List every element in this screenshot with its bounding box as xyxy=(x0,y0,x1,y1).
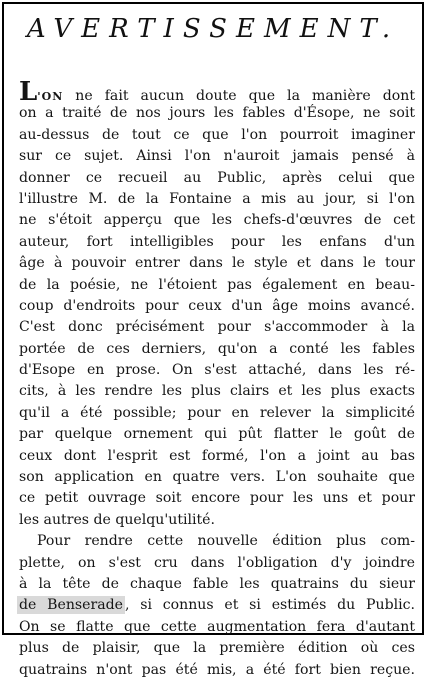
highlighted-name: de Benserade xyxy=(19,597,123,614)
text-line: ne s'étoit apperçu que les chefs-d'œuvres de cet xyxy=(19,212,415,229)
line-text: , si connus et si estimés du Public. xyxy=(125,597,415,614)
text-line: auteur, fort intelligibles pour les enfans d'un xyxy=(19,233,415,250)
text-line: quatrains n'ont pas été mis, a été fort bien reçue. xyxy=(19,661,415,678)
text-line: Pour rendre cette nouvelle édition plus com- xyxy=(37,533,415,550)
text-line: cits, à les rendre les plus clairs et les plus exacts xyxy=(19,383,415,400)
body-text xyxy=(19,77,415,681)
text-line: sur ce sujet. Ainsi l'on n'auroit jamais pensé à xyxy=(19,148,415,165)
text-line: plus de plaisir, que la première édition où ces xyxy=(19,640,415,657)
drop-cap: L xyxy=(19,77,38,107)
document-page xyxy=(2,2,424,678)
text-line: C'est donc précisément pour s'accommoder à la xyxy=(19,319,415,336)
text-line: à la tête de chaque fable les quatrains du sieur xyxy=(19,575,415,592)
text-line: de la poésie, ne l'étoient pas également en beau- xyxy=(19,276,415,293)
text-line: les autres de quelqu'utilité. xyxy=(19,511,216,528)
text-line: coup d'endroits pour ceux d'un âge moins avancé. xyxy=(19,297,415,314)
text-line: plette, on s'est cru dans l'obligation d'y joindre xyxy=(19,554,415,571)
text-line: âge à pouvoir entrer dans le style et dans le tour xyxy=(19,255,415,272)
text-line: donner ce recueil au Public, après celui que xyxy=(19,169,415,186)
text-line: l'illustre M. de la Fontaine a mis au jour, si l'on xyxy=(19,190,415,207)
text-line: ce petit ouvrage soit encore pour les uns et pour xyxy=(19,490,415,507)
text-line: ceux dont l'esprit est formé, l'on a joint au bas xyxy=(19,447,415,464)
text-line xyxy=(19,77,415,107)
opening-smallcaps: 'ON xyxy=(37,90,64,103)
text-line: par quelque ornement qui pût flatter le goût de xyxy=(19,426,415,443)
text-line xyxy=(19,595,415,616)
page-title: AVERTISSEMENT. xyxy=(26,14,400,44)
text-line: On se flatte que cette augmentation fera d'autant xyxy=(19,618,415,635)
text-line: d'Esope en prose. On s'est attaché, dans les ré- xyxy=(19,362,415,379)
line-text: ne fait aucun doute que la manière dont xyxy=(75,88,415,104)
text-line: portée de ces derniers, qu'on a conté les fables xyxy=(19,340,415,357)
text-line: au-dessus de tout ce que l'on pourroit imaginer xyxy=(19,126,415,143)
text-line: son application en quatre vers. L'on souhaite que xyxy=(19,469,415,486)
text-line: qu'il a été possible; pour en relever la simplicité xyxy=(19,404,415,421)
text-line: on a traité de nos jours les fables d'Ésope, ne soit xyxy=(19,105,415,122)
